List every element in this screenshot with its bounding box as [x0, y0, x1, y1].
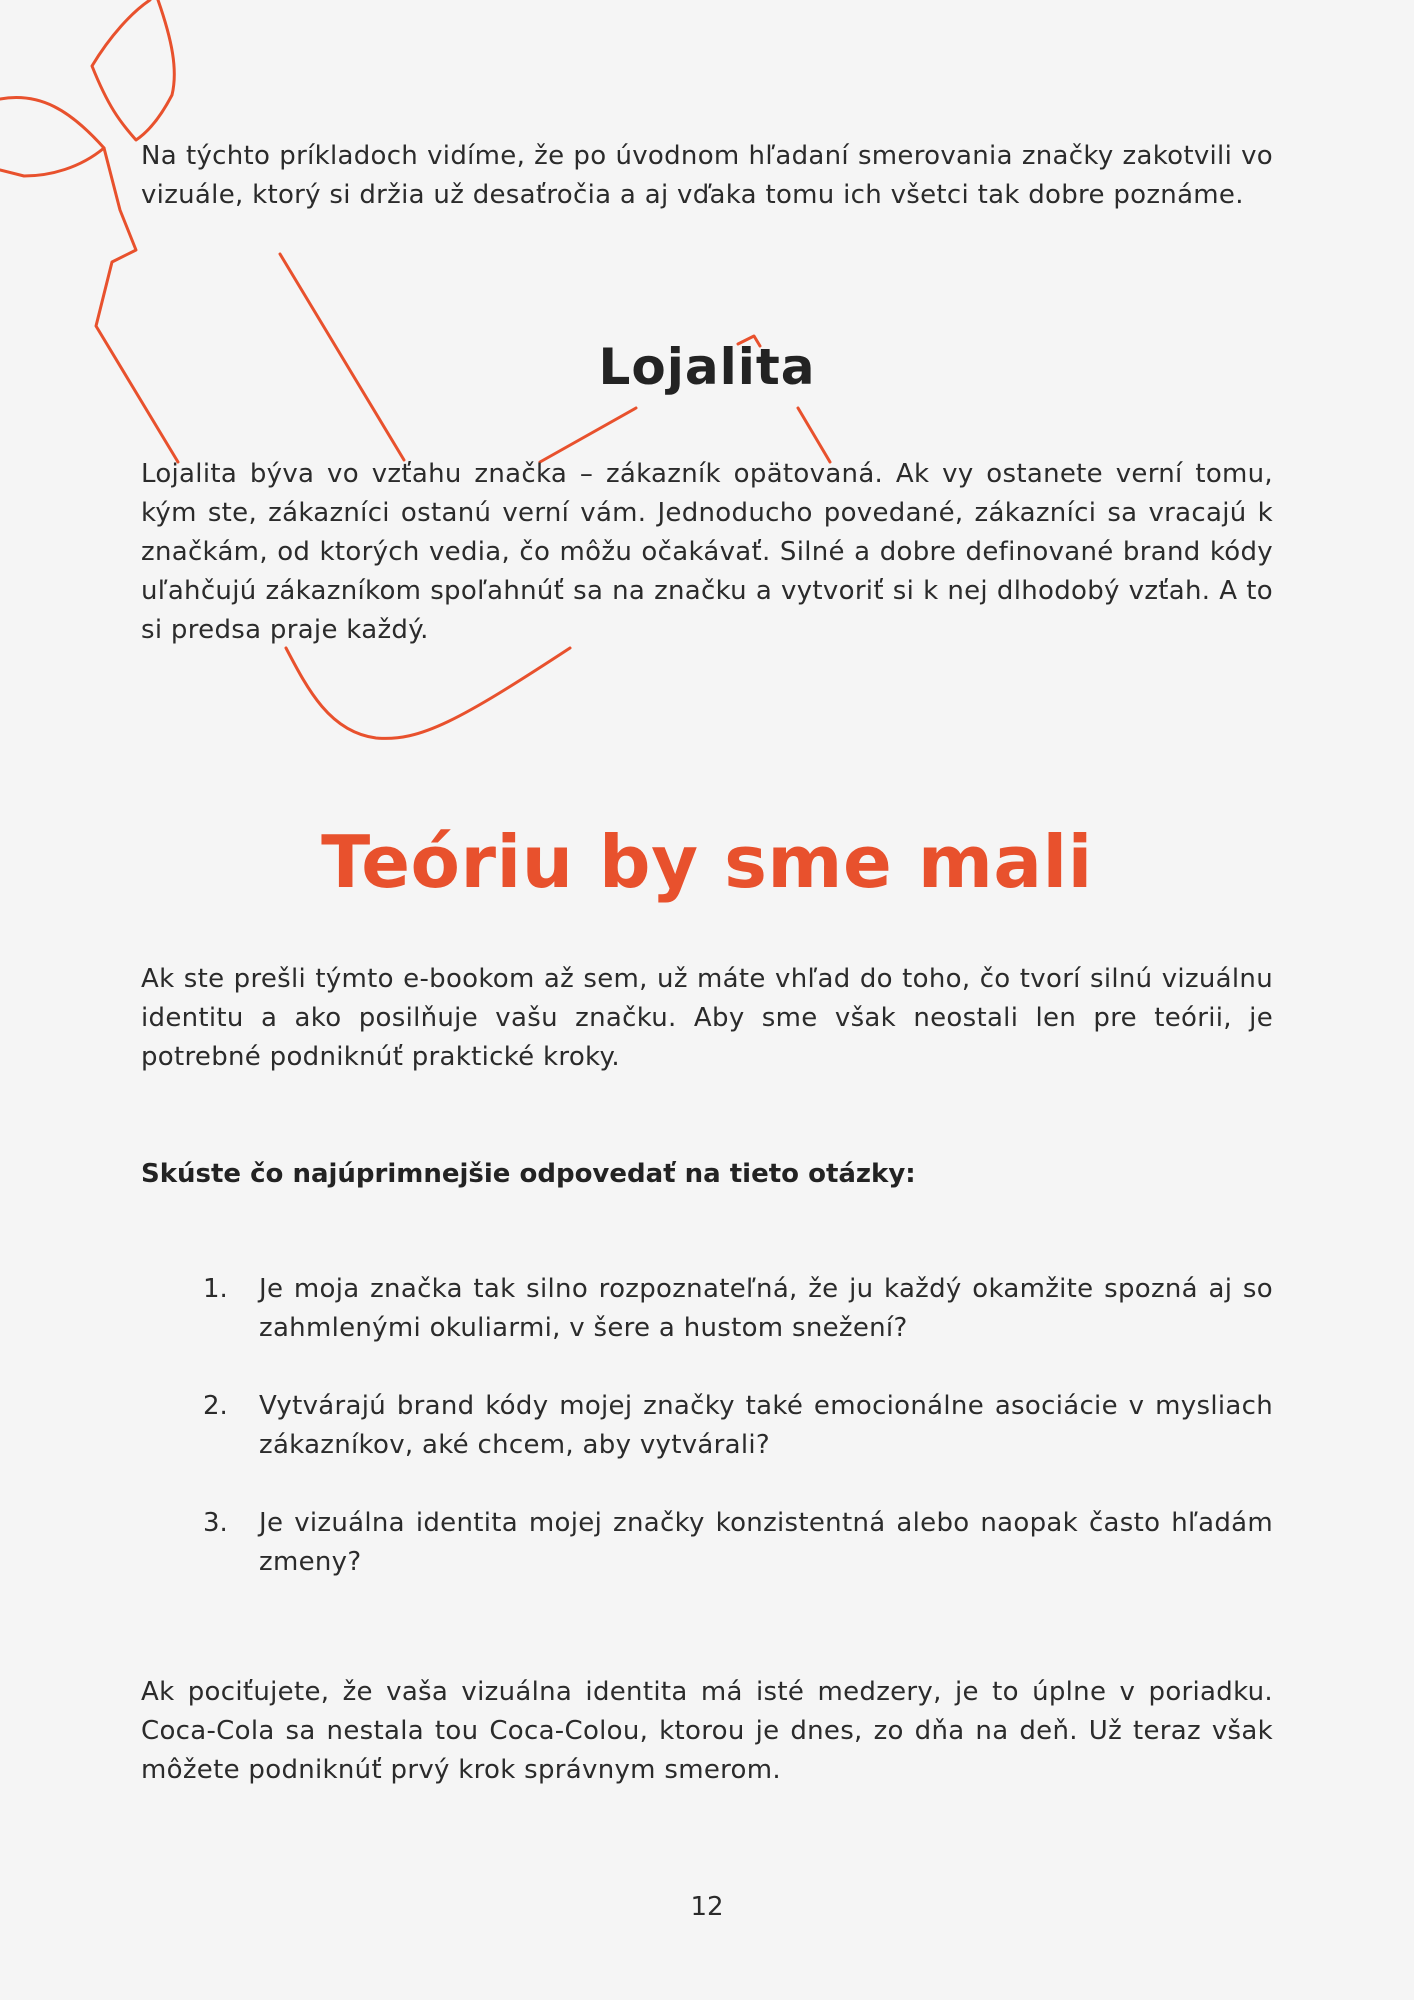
question-number: 1. — [203, 1274, 228, 1304]
questions-list — [141, 1270, 1273, 1582]
question-item — [141, 1504, 1273, 1582]
question-text: Vytvárajú brand kódy mojej značky také emocionálne asociácie v mysliach zákazníkov, aké chcem, aby vytvárali? — [259, 1391, 1273, 1460]
questions-heading: Skúste čo najúprimnejšie odpovedať na tieto otázky: — [141, 1159, 916, 1189]
loyalty-paragraph: Lojalita býva vo vzťahu značka – zákazník opätovaná. Ak vy ostanete verní tomu, kým ste, zákazníci ostanú verní vám. Jednoducho povedané, zákazníci sa vracajú k značkám, od ktorých vedia, čo môžu očakávať. Silné a dobre definované brand kódy uľahčujú zákazníkom spoľahnúť sa na značku a vytvoriť si k nej dlhodobý vzťah. A to si predsa praje každý. — [141, 459, 1273, 645]
question-text: Je vizuálna identita mojej značky konzistentná alebo naopak často hľadám zmeny? — [259, 1508, 1273, 1577]
question-text: Je moja značka tak silno rozpoznateľná, že ju každý okamžite spozná aj so zahmlenými okuliarmi, v šere a hustom snežení? — [259, 1274, 1273, 1343]
page-number: 12 — [690, 1892, 724, 1922]
theory-heading: Teóriu by sme mali — [321, 820, 1093, 904]
theory-paragraph: Ak ste prešli týmto e-bookom až sem, už máte vhľad do toho, čo tvorí silnú vizuálnu identitu a ako posilňuje vašu značku. Aby sme však neostali len pre teórii, je potrebné podniknúť praktické kroky. — [141, 964, 1273, 1072]
closing-paragraph: Ak pociťujete, že vaša vizuálna identita má isté medzery, je to úplne v poriadku. Coca-Cola sa nestala tou Coca-Colou, ktorou je dnes, zo dňa na deň. Už teraz však môžete podniknúť prvý krok správnym smerom. — [141, 1677, 1273, 1785]
questions-intro — [141, 1155, 1273, 1194]
loyalty-section — [141, 455, 1273, 650]
question-number: 3. — [203, 1508, 228, 1538]
intro-section — [141, 137, 1273, 215]
loyalty-heading: Lojalita — [598, 338, 816, 396]
intro-paragraph: Na týchto príkladoch vidíme, že po úvodnom hľadaní smerovania značky zakotvili vo vizuále, ktorý si držia už desaťročia a aj vďaka tomu ich všetci tak dobre poznáme. — [141, 141, 1273, 210]
closing-section — [141, 1673, 1273, 1790]
question-number: 2. — [203, 1391, 228, 1421]
theory-section — [141, 960, 1273, 1077]
question-item — [141, 1387, 1273, 1465]
questions-section — [141, 1270, 1273, 1621]
question-item — [141, 1270, 1273, 1348]
